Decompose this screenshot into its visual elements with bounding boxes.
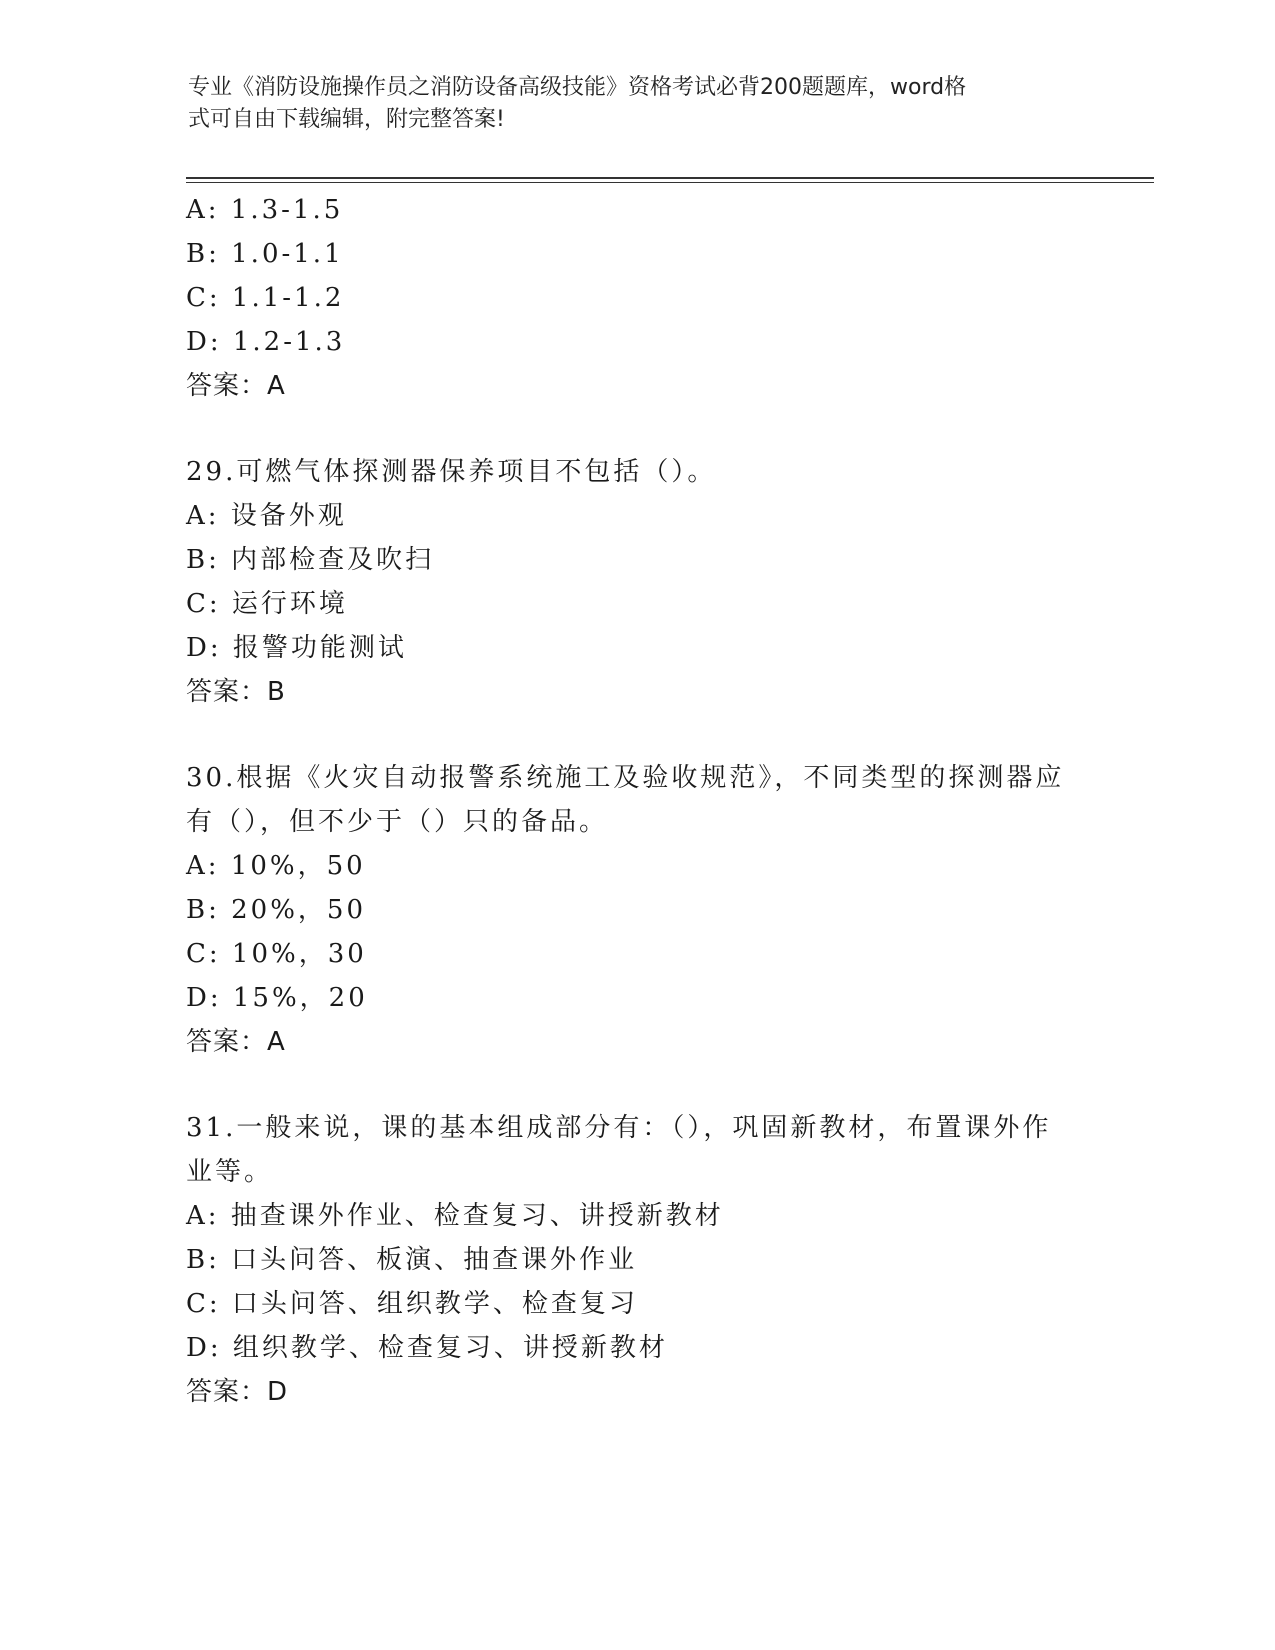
question-31-option-d: D: 组织教学、检查复习、讲授新教材 (186, 1333, 668, 1363)
header-divider-bottom (186, 182, 1154, 183)
question-31-option-c: C: 口头问答、组织教学、检查复习 (186, 1289, 638, 1319)
question-30-option-c: C: 10%，30 (186, 939, 367, 969)
header-divider-top (186, 177, 1154, 179)
prev-answer: 答案：A (186, 371, 286, 401)
prev-option-d: D: 1.2-1.3 (186, 327, 346, 357)
prev-option-a: A: 1.3-1.5 (186, 195, 344, 225)
question-31-option-a: A: 抽查课外作业、检查复习、讲授新教材 (186, 1201, 724, 1231)
question-30-text-line-2: 有（），但不少于（）只的备品。 (186, 807, 609, 837)
question-31-answer: 答案：D (186, 1377, 289, 1407)
question-29-option-b: B: 内部检查及吹扫 (186, 545, 435, 575)
header-line-2: 式可自由下载编辑，附完整答案! (188, 107, 505, 132)
prev-option-c: C: 1.1-1.2 (186, 283, 345, 313)
question-29-text: 29.可燃气体探测器保养项目不包括（）。 (186, 457, 717, 487)
prev-option-b: B: 1.0-1.1 (186, 239, 344, 269)
question-31-text-line-1: 31.一般来说，课的基本组成部分有：（），巩固新教材，布置课外作 (186, 1113, 1052, 1143)
question-31-option-b: B: 口头问答、板演、抽查课外作业 (186, 1245, 638, 1275)
question-30-option-d: D: 15%，20 (186, 983, 368, 1013)
question-30-option-a: A: 10%，50 (186, 851, 366, 881)
header-line-1: 专业《消防设施操作员之消防设备高级技能》资格考试必背200题题库，word格 (188, 75, 967, 100)
document-header (188, 72, 1068, 136)
question-29-option-c: C: 运行环境 (186, 589, 348, 619)
question-29-option-d: D: 报警功能测试 (186, 633, 407, 663)
question-31-text-line-2: 业等。 (186, 1157, 274, 1187)
question-29-answer: 答案：B (186, 677, 286, 707)
question-30-answer: 答案：A (186, 1027, 286, 1057)
question-29-option-a: A: 设备外观 (186, 501, 347, 531)
question-30-text-line-1: 30.根据《火灾自动报警系统施工及验收规范》，不同类型的探测器应 (186, 763, 1065, 793)
question-30-option-b: B: 20%，50 (186, 895, 367, 925)
